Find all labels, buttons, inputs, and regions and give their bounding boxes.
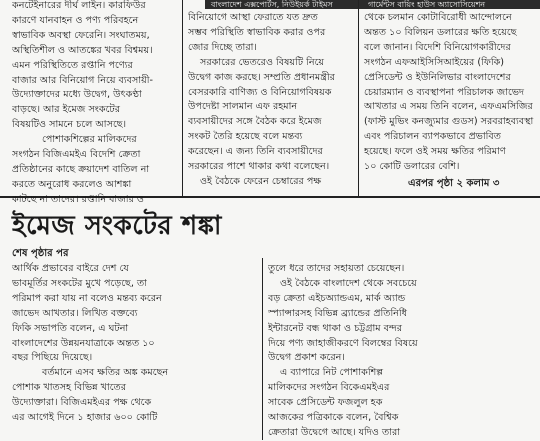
text-line: বিনিয়োগে আস্থা ফেরাতে যত দ্রুত	[188, 12, 318, 23]
text-line: উপদেষ্টা সালমান এফ রহমান	[188, 101, 298, 113]
text-line: অন্তত ১০ বিলিয়ন ডলারের ক্ষতি হয়েছে	[364, 26, 517, 38]
text-line: বাড়ছে। আর ইমেজ সংকটের	[12, 104, 120, 116]
top-banner-right: গার্মেন্টস বায়িং হাউস অ্যাসোসিয়েশন	[360, 0, 540, 9]
text-line: অস্থিতিশীল ও আতঙ্কের খবর বিশ্বময়।	[12, 44, 153, 56]
column-rule-1	[182, 0, 183, 196]
text-line: প্রতিষ্ঠানের কাছে ক্রয়াদেশ বাতিল না	[12, 163, 150, 175]
article-column-1-top	[12, 0, 180, 208]
text-line: সরকারের ভেতরেও বিষয়টি নিয়ে	[200, 56, 325, 68]
continued-jump-label[interactable]: এরপর পৃষ্ঠা ২ কলাম ৩	[408, 178, 500, 189]
text-line: কাটছে না তাদের। রপ্তানি বাজার ও	[12, 193, 144, 205]
text-line: বিষয়টিও সামনে চলে আসছে।	[12, 119, 127, 131]
text-line: দিয়ে পণ্য জাহাজীকরণে বিলম্বের বিষয়ে	[268, 337, 418, 349]
text-line: এ ব্যাপারে নিট পোশাকশিল্প	[280, 367, 384, 379]
text-line: মালিকদের সংগঠন বিকেএমইএর	[268, 382, 390, 394]
article-column-2-bottom	[268, 262, 534, 441]
text-line: সংগঠন এফআইসিসিআইয়ের (ফিকি)	[364, 56, 505, 68]
text-line: ভাবমূর্তির সংকটের মুখে পড়েছে, তা	[12, 277, 147, 289]
text-line: স্বাভাবিক অবস্থা ফেরেনি। সংঘাতময়,	[12, 29, 150, 41]
article-column-2-top	[188, 11, 354, 190]
text-line: ওই বৈঠকে ফেরেন চেম্বারের পক্ষ	[200, 175, 322, 187]
text-line: হয়েছে। ফলে ওই সময় ক্ষতির পরিমাণ	[364, 146, 506, 158]
text-line: কনটেইনারের দীর্ঘ লাইন। কারফিউর	[12, 0, 146, 11]
text-line: সংকট তৈরি হয়েছে বলে মন্তব্য	[188, 131, 303, 143]
text-line: ব্যবসায়ীদের সঙ্গে বৈঠক করে ইমেজ	[188, 116, 322, 128]
text-line: করতে অনুরোধ করলেও আশঙ্কা	[12, 178, 132, 190]
text-line: উদ্বেগ প্রকাশ করেন।	[268, 352, 345, 364]
text-line: করেছেন। এ জন্য তিনি ব্যবসায়ীদের	[188, 146, 323, 158]
text-line: উদ্যোক্তারা। বিজিএমইএর পক্ষ থেকে	[12, 397, 152, 409]
text-line: (ফাস্ট মুভিং কনজ্যুমার গুডস) সরবরাহব্যবস্থা	[364, 116, 534, 128]
text-line: জোর দিচ্ছে তারা।	[188, 41, 257, 53]
text-line: পোশাকশিল্পের মালিকদের	[42, 134, 137, 146]
text-line: পোশাক খাতসহ বিভিন্ন খাতের	[12, 382, 127, 394]
text-line: থেকে চলমান কোটাবিরোধী আন্দোলনে	[364, 12, 512, 23]
text-line: প্রেসিডেন্ট ও ইউনিলিভার বাংলাদেশের	[364, 71, 511, 83]
text-line: ক্রেতারা উদ্বেগে আছে। যদিও তারা	[268, 426, 401, 438]
text-line: বছর পিছিয়ে দিয়েছে।	[12, 352, 93, 364]
text-line: স্প্যান্সারসহ বিভিন্ন ব্র্যান্ডের প্রতিনিধি	[268, 307, 408, 319]
text-line: সরকারের পাশে থাকার কথা বলেছেন।	[188, 161, 330, 173]
text-line: সাবেক প্রেসিডেন্ট ফজলুল হক	[268, 397, 383, 409]
text-line: আখতার এ সময় তিনি বলেন, এফএমসিজির	[364, 101, 533, 113]
text-line: ইন্টারনেট বন্ধ থাকা ও চট্টগ্রাম বন্দর	[268, 322, 402, 334]
text-line: ১০ কোটি ডলারের বেশি।	[364, 161, 460, 173]
text-line: বলে জানান। বিদেশি বিনিয়োগকারীদের	[364, 41, 511, 53]
text-line: উদ্বেগ কাজ করছে। সম্প্রতি প্রধানমন্ত্রীর	[188, 71, 335, 83]
text-line: জাভেদ আখতার। লিখিত বক্তব্যে	[12, 307, 138, 319]
text-line: পরিমাপ করা যায় না বলেও মন্তব্য করেন	[12, 292, 162, 304]
article-column-1-bottom	[12, 262, 258, 426]
text-line: আর্থিক প্রভাবের বাইরে দেশ যে	[12, 263, 129, 274]
text-line: উদ্যোক্তাদের মধ্যে উদ্বেগ, উৎকণ্ঠা	[12, 89, 142, 101]
text-line: চেয়ারম্যান ও ব্যবস্থাপনা পরিচালক জাভেদ	[364, 86, 525, 98]
column-rule-bottom	[262, 258, 263, 440]
text-line: তুলে ধরে তাদের সহায়তা চেয়েছেন।	[268, 263, 405, 274]
column-rule-2	[358, 0, 359, 196]
text-line: বাজার আর বিনিয়োগ নিয়ে ব্যবসায়ী-	[12, 74, 153, 86]
dateline: শেষ পৃষ্ঠার পর	[12, 248, 69, 259]
text-line: এমন পরিস্থিতিতে রপ্তানি পণ্যের	[12, 59, 133, 71]
text-line: আজকের পত্রিকাকে বলেন, বৈশ্বিক	[268, 412, 399, 424]
top-banner-middle: বাংলাদেশ এক্সপোর্টস, নিউইয়র্ক টাইমস	[205, 0, 361, 9]
text-line: বাংলাদেশের উন্নয়নযাত্রাকে অন্তত ১০	[12, 337, 155, 349]
text-line: এবং পরিচালন ব্যাপকভাবে প্রভাবিত	[364, 131, 501, 143]
text-line: ওই বৈঠকে বাংলাদেশ থেকে সবচেয়ে	[280, 277, 417, 289]
text-line: ফিকি সভাপতি বলেন, এ ঘটনা	[12, 322, 129, 334]
article-column-3-top	[364, 11, 534, 175]
text-line: এর আগেই দিনে ১ হাজার ৬০০ কোটি	[12, 412, 158, 424]
text-line: বেসরকারি বাণিজ্য ও বিনিয়োগবিষয়ক	[188, 86, 332, 98]
text-line: সংগঠন বিজিএমইএ বিদেশি ক্রেতা	[12, 149, 141, 161]
headline: ইমেজ সংকটের শঙ্কা	[12, 211, 222, 241]
text-line: কারণে যানবাহন ও পণ্য পরিবহনে	[12, 14, 139, 26]
text-line: সম্ভব পরিস্থিতি স্বাভাবিক করার ওপর	[188, 26, 326, 38]
text-line: বর্তমানে এসব ক্ষতির অঙ্ক কমছেন	[42, 367, 169, 379]
text-line: বড় ক্রেতা এইচঅ্যান্ডএম, মার্ক অ্যান্ড	[268, 292, 406, 304]
